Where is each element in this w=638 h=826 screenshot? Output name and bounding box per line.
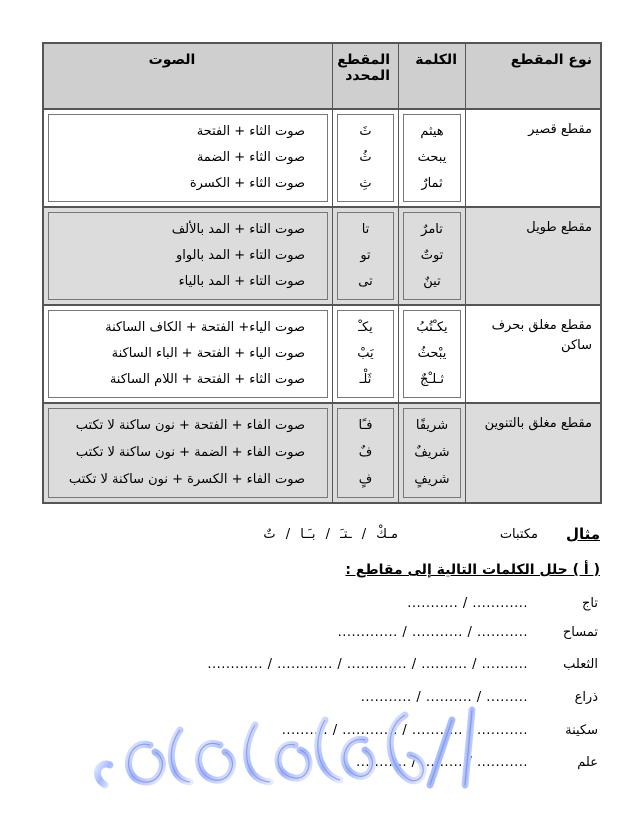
signature-calligraphy (80, 690, 500, 800)
exercise-word: تمساح (562, 625, 598, 640)
sound: صوت الفاء + الفتحة + نون ساكنة لا تكتب (75, 418, 305, 434)
table-row-short (44, 110, 600, 208)
exercise-blank[interactable]: ........... / ........... / ............ / .......... (281, 723, 528, 738)
type-cell: مقطع قصير (465, 110, 600, 206)
word: يبْحثُ (417, 346, 447, 361)
table-row-closed-tanween (44, 404, 600, 502)
word: ثـلـْجٌ (420, 372, 444, 387)
exercise-blank[interactable]: ........... / ......... / ........... (356, 755, 528, 770)
word: هيثم (420, 124, 444, 139)
exercise-blank[interactable]: ........... / ........... / ............. (337, 625, 528, 640)
word: يبحث (417, 150, 447, 165)
segment: تى (358, 274, 373, 289)
segment: فٌ (358, 444, 373, 460)
header-segment: المقطع المحدد (332, 44, 398, 108)
exercise-word: ذراع (574, 690, 598, 705)
segment: ثَ (359, 124, 372, 139)
word: تينٌ (423, 274, 441, 289)
exercise-word: تاج (582, 596, 598, 611)
segment: تو (360, 248, 371, 263)
sound: صوت التاء + المد بالياء (178, 274, 305, 289)
word: تامرٌ (421, 222, 443, 237)
segment: فـًا (358, 418, 373, 434)
example-word: مكتبات (499, 527, 538, 542)
exercise-blank[interactable]: ......... / .......... / ........... (360, 690, 528, 705)
segment: ثَلْـ (359, 372, 372, 387)
sound: صوت التاء + المد بالألف (171, 222, 305, 237)
sound: صوت الفاء + الكسرة + نون ساكنة لا تكتب (68, 471, 305, 487)
segment: يَبْ (357, 346, 374, 361)
exercise-blank[interactable]: .......... / .......... / ............. / ............ / ............ (207, 657, 528, 672)
segment: يكـْ (358, 320, 373, 335)
type-cell: مقطع مغلق بحرف ساكن (465, 306, 600, 402)
word: شريفٍ (414, 471, 450, 487)
sound: صوت الثاء + الفتحة + اللام الساكنة (109, 372, 305, 387)
table-row-long (44, 208, 600, 306)
segment: ثُ (359, 150, 372, 165)
segment: فٍ (358, 471, 373, 487)
syllables-table (42, 42, 602, 504)
type-cell: مقطع طويل (465, 208, 600, 304)
sound: صوت الفاء + الضمة + نون ساكنة لا تكتب (75, 444, 305, 460)
header-word: الكلمة (398, 44, 465, 108)
exercise-word: علم (577, 755, 598, 770)
exercise-title: ( أ ) حلل الكلمات التالية إلى مقاطع : (345, 562, 600, 578)
sound: صوت الثاء + الفتحة (196, 124, 305, 139)
word: يكـْتُبُ (416, 320, 448, 335)
header-sound: الصوت (148, 52, 196, 68)
table-row-closed-consonant (44, 306, 600, 404)
example-segments: مـكْ / ـتـَ / بـَـا / تٌ (263, 527, 398, 542)
table-header-row (44, 44, 600, 110)
sound: صوت الثاء + الكسرة (189, 176, 305, 191)
word: ثمارٌ (421, 176, 443, 191)
header-type: نوع المقطع (465, 44, 600, 108)
segment: ثِ (359, 176, 372, 191)
exercise-word: الثعلب (563, 657, 598, 672)
example-label: مثال (565, 525, 600, 543)
sound: صوت الياء+ الفتحة + الكاف الساكنة (105, 320, 305, 335)
word: شريفٌ (414, 444, 450, 460)
exercise-word: سكينة (565, 723, 598, 738)
sound: صوت التاء + المد بالواو (175, 248, 305, 263)
word: توتٌ (420, 248, 444, 263)
type-cell: مقطع مغلق بالتنوين (465, 404, 600, 502)
sound: صوت الثاء + الضمة (196, 150, 305, 165)
word: شريفًا (415, 418, 449, 434)
exercise-blank[interactable]: ............ / ........... (407, 596, 528, 611)
segment: تا (361, 222, 370, 237)
sound: صوت الياء + الفتحة + الباء الساكنة (111, 346, 305, 361)
